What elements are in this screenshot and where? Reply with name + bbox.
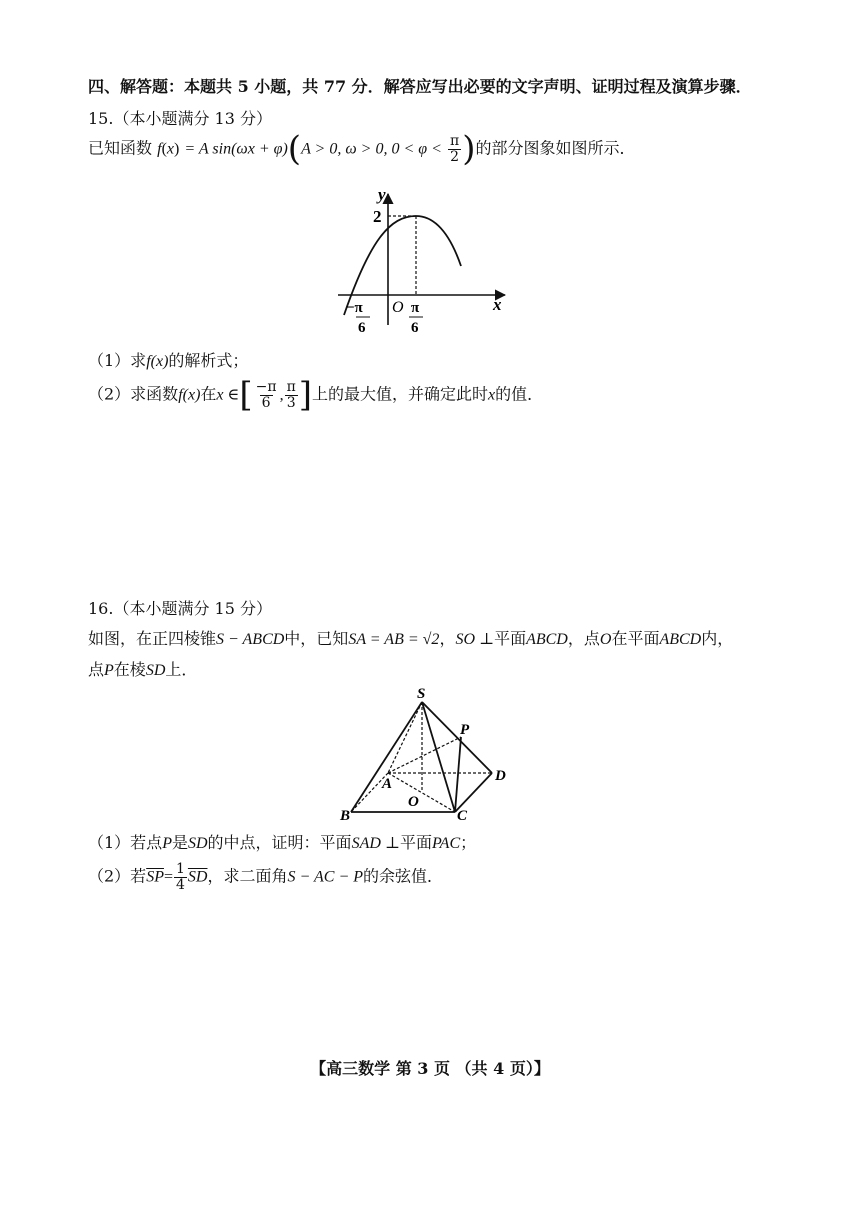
q16-number: 16.（本小题满分 15 分） [88,599,272,618]
section-heading: 四、解答题：本题共 5 小题，共 77 分．解答应写出必要的文字声明、证明过程及演算步骤． [88,77,752,96]
q16-pyramid-name: S − ABCD [216,631,285,648]
dihedral-angle: S − AC − P [287,868,364,886]
origin-label: O [392,299,404,316]
page-footer: 【高三数学 第 3 页 （共 4 页）】 [310,1059,550,1078]
edge-CD [455,773,492,812]
q15-part2-x: x [488,386,496,404]
q15-part2-fx: f(x) [178,386,201,404]
q15-neg-pi-over-6: $\frac{-\pi}{6}$ [255,378,277,411]
label-A: A [382,776,393,792]
q15-pi-over-2: $\frac{\pi}{2}$ [449,132,460,165]
label-P: P [460,722,470,738]
label-C: C [457,808,468,824]
q16-pyramid-figure [335,684,535,824]
segment-AP [388,737,461,773]
peak-value-label: 2 [373,207,382,226]
fraction-one-quarter: $\frac{1}{4}$ [176,861,185,893]
segment-PC [455,737,461,812]
q15-intro-suffix: 的部分图象如图所示． [475,138,636,158]
edge-SA [388,702,422,773]
neg-pi-label: −π [346,300,363,316]
q15-part1-fx: f(x) [146,353,169,370]
q15-part1 [88,348,248,371]
q15-part2-end: 的值． [495,384,544,404]
label-D: D [495,768,506,784]
q15-part2-xin: x ∈ [216,386,240,404]
q16-line2: 点P在棱SD上． [88,660,198,679]
q15-sine-graph [330,180,530,340]
vector-SP: $\overline{SP}$ [146,868,164,886]
q15-part2-prefix: （2）求函数 [88,384,179,404]
q15-number: 15.（本小题满分 13 分） [88,109,272,128]
q15-part1-prefix: （1）求 [88,351,147,370]
pi-label: π [411,300,420,316]
vector-SD: $\overline{SD}$ [187,868,208,886]
q15-part2-suffix: 上的最大值，并确定此时 [312,384,489,404]
q16-line1: 如图，在正四棱锥S − ABCD中，已知SA = AB = √2，SO ⊥平面ABCD，点O在平面ABCD内， [88,629,734,648]
label-S: S [417,686,426,702]
q15-intro: 已知函数 f(x) = A sin(ωx + φ)(A > 0, ω > 0, 0 < φ < $\frac{\pi}{2}$ )的部分图象如图所示． [88,129,636,169]
q15-equation: = A sin(ωx + φ) [184,140,288,158]
pi-denominator: 6 [411,320,419,336]
q15-part2-mid: 在 [200,384,217,404]
q16-length-equation: SA = AB = √2 [348,631,440,648]
label-B: B [340,808,351,824]
q16-part1: （1）若点P是SD的中点，证明：平面SAD ⊥平面PAC； [88,833,477,852]
q15-f: f [157,140,162,158]
q15-part1-suffix: 的解析式； [168,351,249,370]
q16-part2: （2）若$\overline{SP}=$ $\frac{1}{4}$ $\overline{SD}$，求二面角S − AC − P的余弦值． [88,861,444,893]
y-label: y [378,185,386,204]
q15-x: x [166,140,174,158]
q15-condition: A > 0, ω > 0, 0 < φ < [301,140,442,158]
q15-intro-prefix: 已知函数 [88,138,153,158]
q15-part2: （2）求函数f(x)在x ∈[ $\frac{-\pi}{6}$ , $\frac{\pi}{3}$ ]上的最大值，并确定此时x的值． [88,375,544,415]
label-O: O [408,794,419,810]
q15-pi-over-3: $\frac{\pi}{3}$ [286,378,296,411]
neg-pi-denominator: 6 [358,320,366,336]
x-label: x [493,295,502,314]
